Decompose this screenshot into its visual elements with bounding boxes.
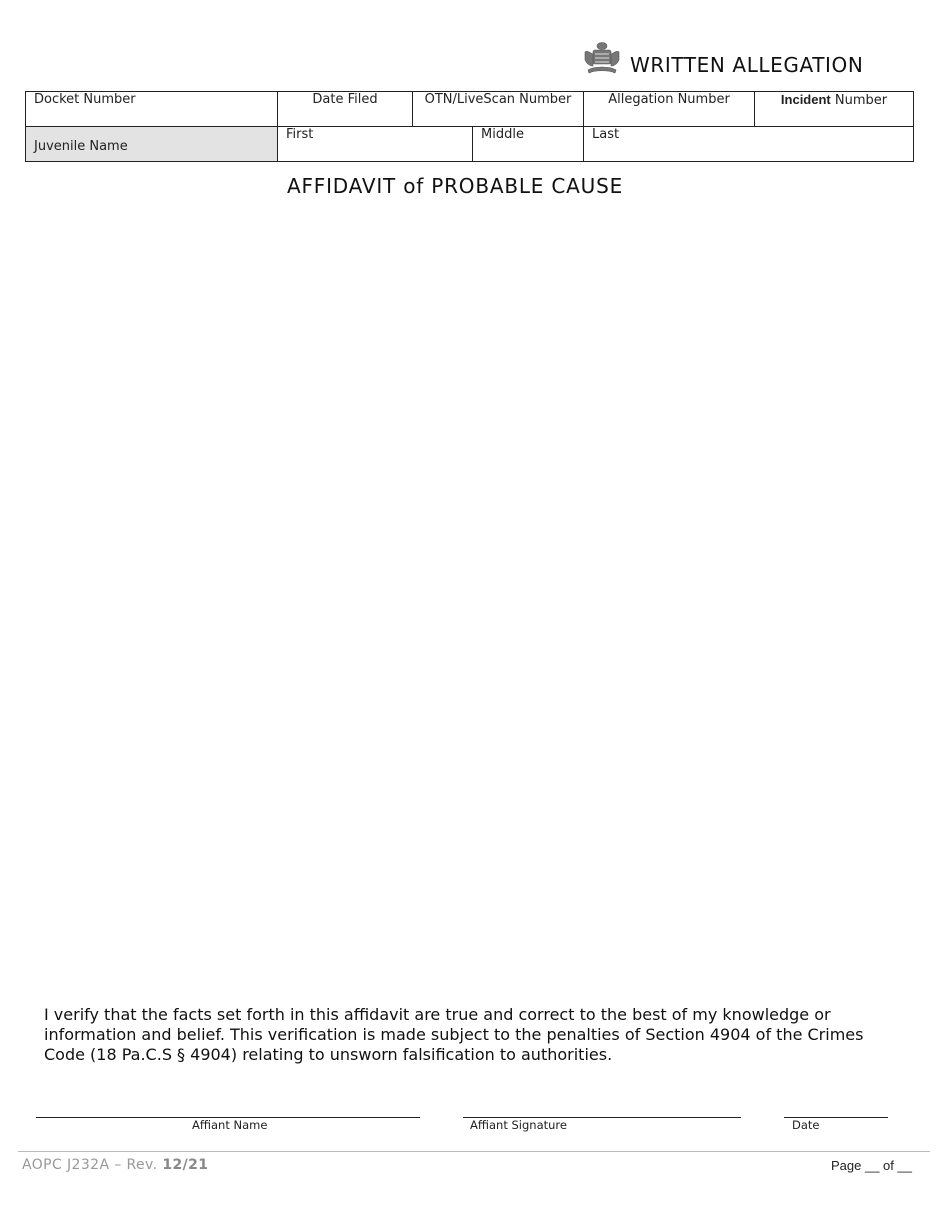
affiant-name-label: Affiant Name	[192, 1118, 268, 1132]
first-name-field[interactable]	[278, 127, 473, 162]
middle-name-field[interactable]	[473, 127, 584, 162]
case-info-table	[25, 91, 914, 162]
affidavit-title: AFFIDAVIT of PROBABLE CAUSE	[287, 174, 624, 198]
first-name-label: First	[286, 127, 314, 142]
docket-number-field[interactable]	[26, 92, 278, 127]
form-identifier	[22, 1157, 208, 1173]
otn-livescan-label: OTN/LiveScan Number	[424, 92, 572, 107]
verification-statement: I verify that the facts set forth in this affidavit are true and correct to the best of my knowledge or information and belief. This verification is made subject to the penalties of Section 4904 of the Crimes Code (18 Pa.C.S § 4904) relating to unsworn falsification to authorities.	[44, 1005, 864, 1064]
form-title: WRITTEN ALLEGATION	[630, 53, 864, 77]
incident-rest-text: Number	[830, 93, 888, 108]
form-id-text: AOPC J232A – Rev.	[22, 1157, 163, 1173]
affidavit-body-area[interactable]	[40, 210, 910, 990]
allegation-number-label: Allegation Number	[608, 92, 730, 107]
date-label: Date	[792, 1118, 820, 1132]
form-revision: 12/21	[162, 1157, 209, 1173]
incident-number-label	[763, 92, 905, 109]
affiant-signature-label: Affiant Signature	[470, 1118, 567, 1132]
allegation-number-field[interactable]	[584, 92, 755, 127]
otn-livescan-field[interactable]	[413, 92, 584, 127]
docket-number-label: Docket Number	[34, 92, 136, 107]
middle-name-label: Middle	[481, 127, 524, 142]
last-name-label: Last	[592, 127, 620, 142]
pennsylvania-seal-icon	[582, 40, 622, 76]
date-filed-field[interactable]	[278, 92, 413, 127]
last-name-field[interactable]	[584, 127, 914, 162]
footer-divider	[18, 1151, 930, 1152]
juvenile-name-label: Juvenile Name	[34, 139, 128, 154]
incident-number-field[interactable]	[755, 92, 914, 127]
page-number: Page __ of __	[831, 1158, 912, 1173]
juvenile-name-cell	[26, 127, 278, 162]
date-filed-label: Date Filed	[312, 92, 378, 107]
incident-bold-text: Incident	[780, 92, 831, 107]
